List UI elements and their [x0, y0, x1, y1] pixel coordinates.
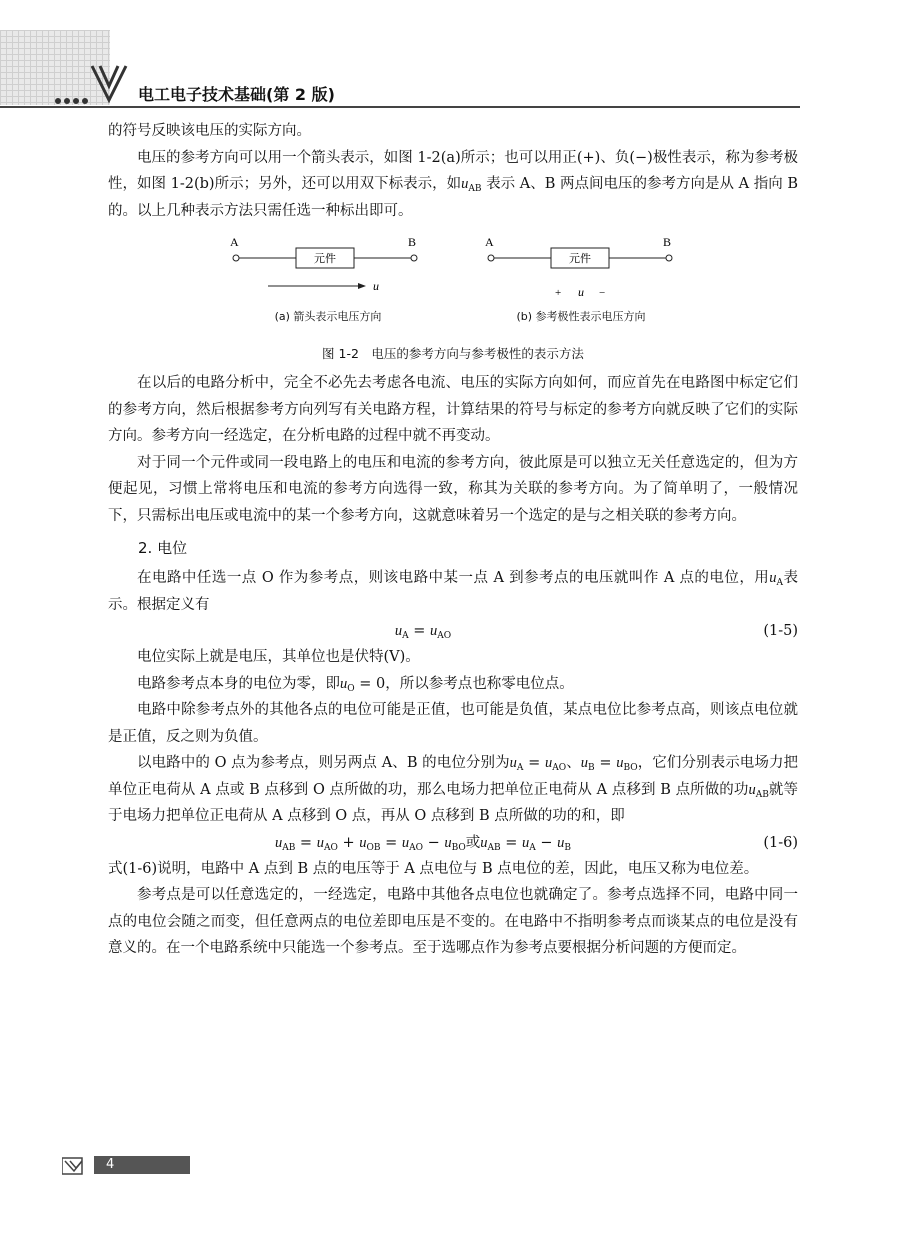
- page-content: [108, 118, 798, 962]
- terminal-b: [411, 255, 417, 261]
- paragraph: 在以后的电路分析中，完全不必先去考虑各电流、电压的实际方向如何，而应首先在电路图中标定它们的参考方向，然后根据参考方向列写有关电路方程，计算结果的符号与标定的参考方向就反映了它们的实际方向。参考方向一经选定，在分析电路的过程中就不再变动。: [108, 375, 798, 444]
- terminal-a: [488, 255, 494, 261]
- terminal-b: [666, 255, 672, 261]
- minus-sign: −: [599, 287, 606, 299]
- element-label: 元件: [569, 252, 591, 265]
- node-a-label: A: [230, 235, 239, 249]
- node-b-label: B: [663, 235, 672, 249]
- node-a-label: A: [485, 235, 494, 249]
- book-corner-icon: [62, 1156, 88, 1176]
- equation-1-5: $u_A = u_{AO}$ (1-5): [108, 618, 798, 644]
- paragraph: 对于同一个元件或同一段电路上的电压和电流的参考方向，彼此原是可以独立无关任意选定的，但为方便起见，习惯上常将电压和电流的参考方向选得一致，称其为关联的参考方向。为了简单明了，一般情况下，只需标出电压或电流中的某一个参考方向，这就意味着另一个选定的是与之相关联的参考方向。: [108, 454, 798, 524]
- caption-b: (b) 参考极性表示电压方向: [516, 310, 646, 323]
- caption-a: (a) 箭头表示电压方向: [274, 310, 382, 323]
- circuit-diagram-a: [208, 230, 448, 302]
- book-title: 电工电子技术基础(第 2 版): [138, 85, 335, 104]
- terminal-a: [233, 255, 239, 261]
- figure-1-2: [108, 230, 798, 334]
- circuit-diagram-b: [463, 230, 703, 302]
- paragraph: 电路中除参考点外的其他各点的电位可能是正值，也可能是负值，某点电位比参考点高，则该点电位就是正值，反之则为负值。: [108, 702, 798, 745]
- page-footer: [62, 1156, 115, 1180]
- u-label: u: [578, 285, 584, 299]
- page-number: 4: [106, 1157, 115, 1172]
- element-label: 元件: [314, 252, 336, 265]
- chevron-logo-icon: [88, 60, 134, 106]
- paragraph: 电位实际上就是电压，其单位也是伏特(V)。: [137, 649, 420, 665]
- equation-number: (1-5): [763, 623, 798, 639]
- equation-1-6: $u_{AB} = u_{AO} + u_{OB} = u_{AO} - u_{BO}$或$u_{AB} = u_A - u_B$ (1-6): [108, 830, 798, 856]
- plus-sign: +: [555, 287, 562, 299]
- equation-number: (1-6): [763, 834, 798, 851]
- u-label: u: [373, 279, 379, 293]
- section-heading: 2. 电位: [138, 539, 188, 557]
- paragraph: 电路参考点本身的电位为零，即$u_O = 0$，所以参考点也称零电位点。: [137, 675, 574, 694]
- paragraph: 参考点是可以任意选定的，一经选定，电路中其他各点电位也就确定了。参考点选择不同，电路中同一点的电位会随之而变，但任意两点的电位差即电压是不变的。在电路中不指明参考点而谈某点的电位是没有意义的。在一个电路系统中只能选一个参考点。至于选哪点作为参考点要根据分析问题的方便而定。: [108, 887, 798, 956]
- paragraph: 以电路中的 O 点为参考点，则另两点 A、B 的电位分别为$u_A = u_{AO}$、$u_B = u_{BO}$，它们分别表示电场力把单位正电荷从 A 点或 B 点移到 O 点所做的功，那么电场力把单位正电荷从 A 点移到 B 点所做的功$u_{AB}$就等于电场力把单位正电荷从 A 点移到 O 点，再从 O 点移到 B 点所做的功的和，即: [108, 755, 799, 824]
- paragraph: 的符号反映该电压的实际方向。: [108, 123, 311, 139]
- paragraph: 在电路中任选一点 O 作为参考点，则该电路中某一点 A 到参考点的电压就叫作 A 点的电位，用$u_A$表示。根据定义有: [108, 570, 799, 613]
- figure-title: 图 1-2 电压的参考方向与参考极性的表示方法: [322, 346, 584, 361]
- paragraph: 电压的参考方向可以用一个箭头表示，如图 1-2(a)所示；也可以用正(+)、负(−)极性表示，称为参考极性，如图 1-2(b)所示；另外，还可以用双下标表示，如$u_{AB}$ 表示 A、B 两点间电压的参考方向是从 A 指向 B 的。以上几种表示方法只需任选一种标出即可。: [108, 149, 798, 219]
- paragraph: 式(1-6)说明，电路中 A 点到 B 点的电压等于 A 点电位与 B 点电位的差，因此，电压又称为电位差。: [108, 860, 759, 877]
- node-b-label: B: [408, 235, 417, 249]
- header-rule: [0, 106, 800, 108]
